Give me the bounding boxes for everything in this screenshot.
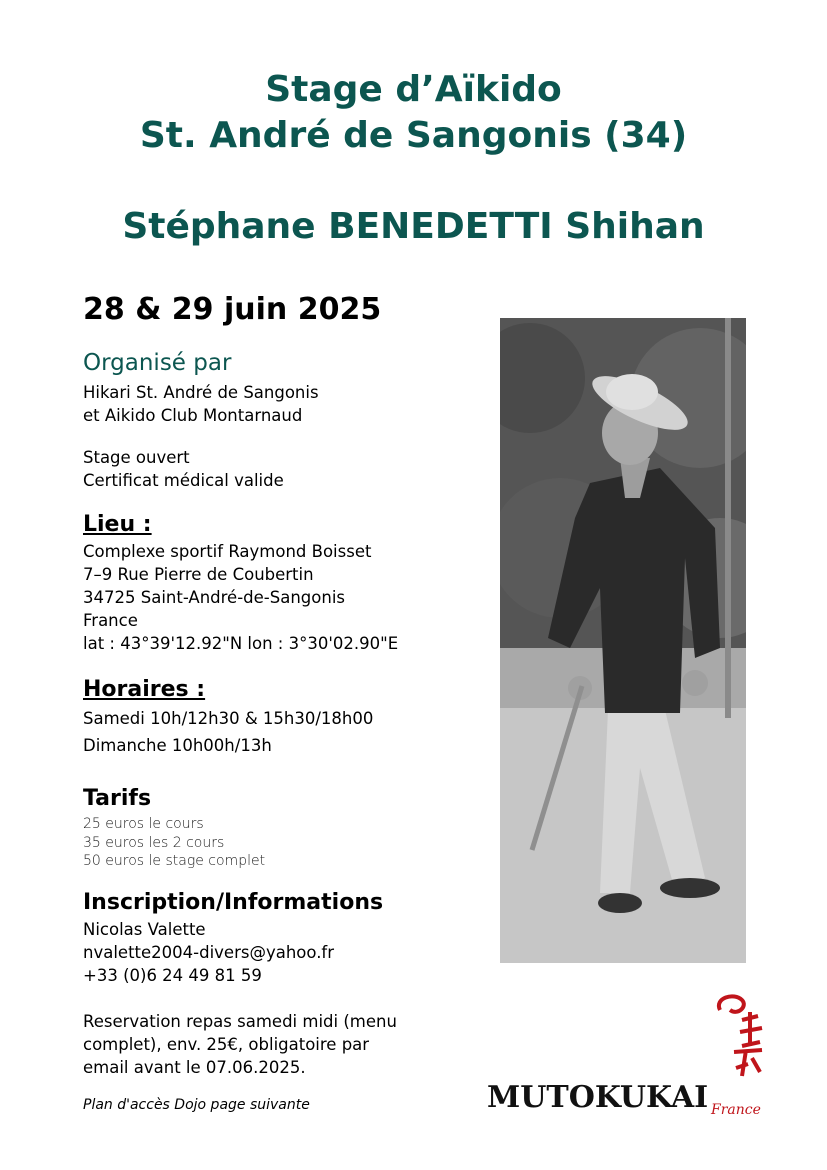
contact-name: Nicolas Valette <box>83 920 206 939</box>
tarif-line: 25 euros le cours <box>83 816 204 832</box>
organiser-line: et Aikido Club Montarnaud <box>83 406 303 425</box>
inscription-heading: Inscription/Informations <box>83 890 384 915</box>
inscription-block <box>83 918 334 987</box>
title-line-1: Stage d’Aïkido <box>265 69 562 110</box>
address-line: 34725 Saint-André-de-Sangonis <box>83 588 345 607</box>
schedule-line: Samedi 10h/12h30 & 15h30/18h00 <box>83 709 374 728</box>
contact-email[interactable]: nvalette2004-divers@yahoo.fr <box>83 943 335 962</box>
meal-line: Reservation repas samedi midi (menu <box>83 1012 397 1031</box>
title-line-2: St. André de Sangonis (34) <box>139 115 688 156</box>
schedule-line: Dimanche 10h00h/13h <box>83 736 272 755</box>
lieu-heading: Lieu : <box>83 512 152 537</box>
address-line: 7–9 Rue Pierre de Coubertin <box>83 565 314 584</box>
horaires-block <box>83 705 373 759</box>
organiser-line: Hikari St. André de Sangonis <box>83 383 319 402</box>
organiser-heading: Organisé par <box>83 350 232 376</box>
address-line: France <box>83 611 138 630</box>
calligraphy-logo-icon <box>712 990 772 1080</box>
teacher-name: Stéphane BENEDETTI Shihan <box>122 206 705 247</box>
tarif-line: 50 euros le stage complet <box>83 853 266 869</box>
tarifs-heading: Tarifs <box>83 786 152 811</box>
mutokukai-logo-text: MUTOKUKAI <box>487 1080 709 1115</box>
mutokukai-logo-sub: France <box>711 1102 761 1118</box>
tarifs-block <box>83 815 265 871</box>
teacher-photo <box>500 318 746 963</box>
meal-line: email avant le 07.06.2025. <box>83 1058 306 1077</box>
medical-certificate-line: Certificat médical valide <box>83 471 284 490</box>
address-line: Complexe sportif Raymond Boisset <box>83 542 372 561</box>
teacher-illustration <box>500 318 746 963</box>
mutokukai-emblem <box>712 990 772 1080</box>
event-date: 28 & 29 juin 2025 <box>83 292 382 327</box>
access-map-note: Plan d'accès Dojo page suivante <box>83 1097 310 1113</box>
open-stage-line: Stage ouvert <box>83 448 190 467</box>
organiser-block <box>83 381 319 427</box>
meal-reservation-block <box>83 1010 397 1079</box>
lieu-block <box>83 540 398 655</box>
open-stage-block <box>83 446 284 492</box>
meal-line: complet), env. 25€, obligatoire par <box>83 1035 370 1054</box>
horaires-heading: Horaires : <box>83 677 206 702</box>
tarif-line: 35 euros les 2 cours <box>83 834 225 851</box>
contact-phone: +33 (0)6 24 49 81 59 <box>83 966 262 985</box>
coordinates-line: lat : 43°39'12.92"N lon : 3°30'02.90"E <box>83 634 399 653</box>
